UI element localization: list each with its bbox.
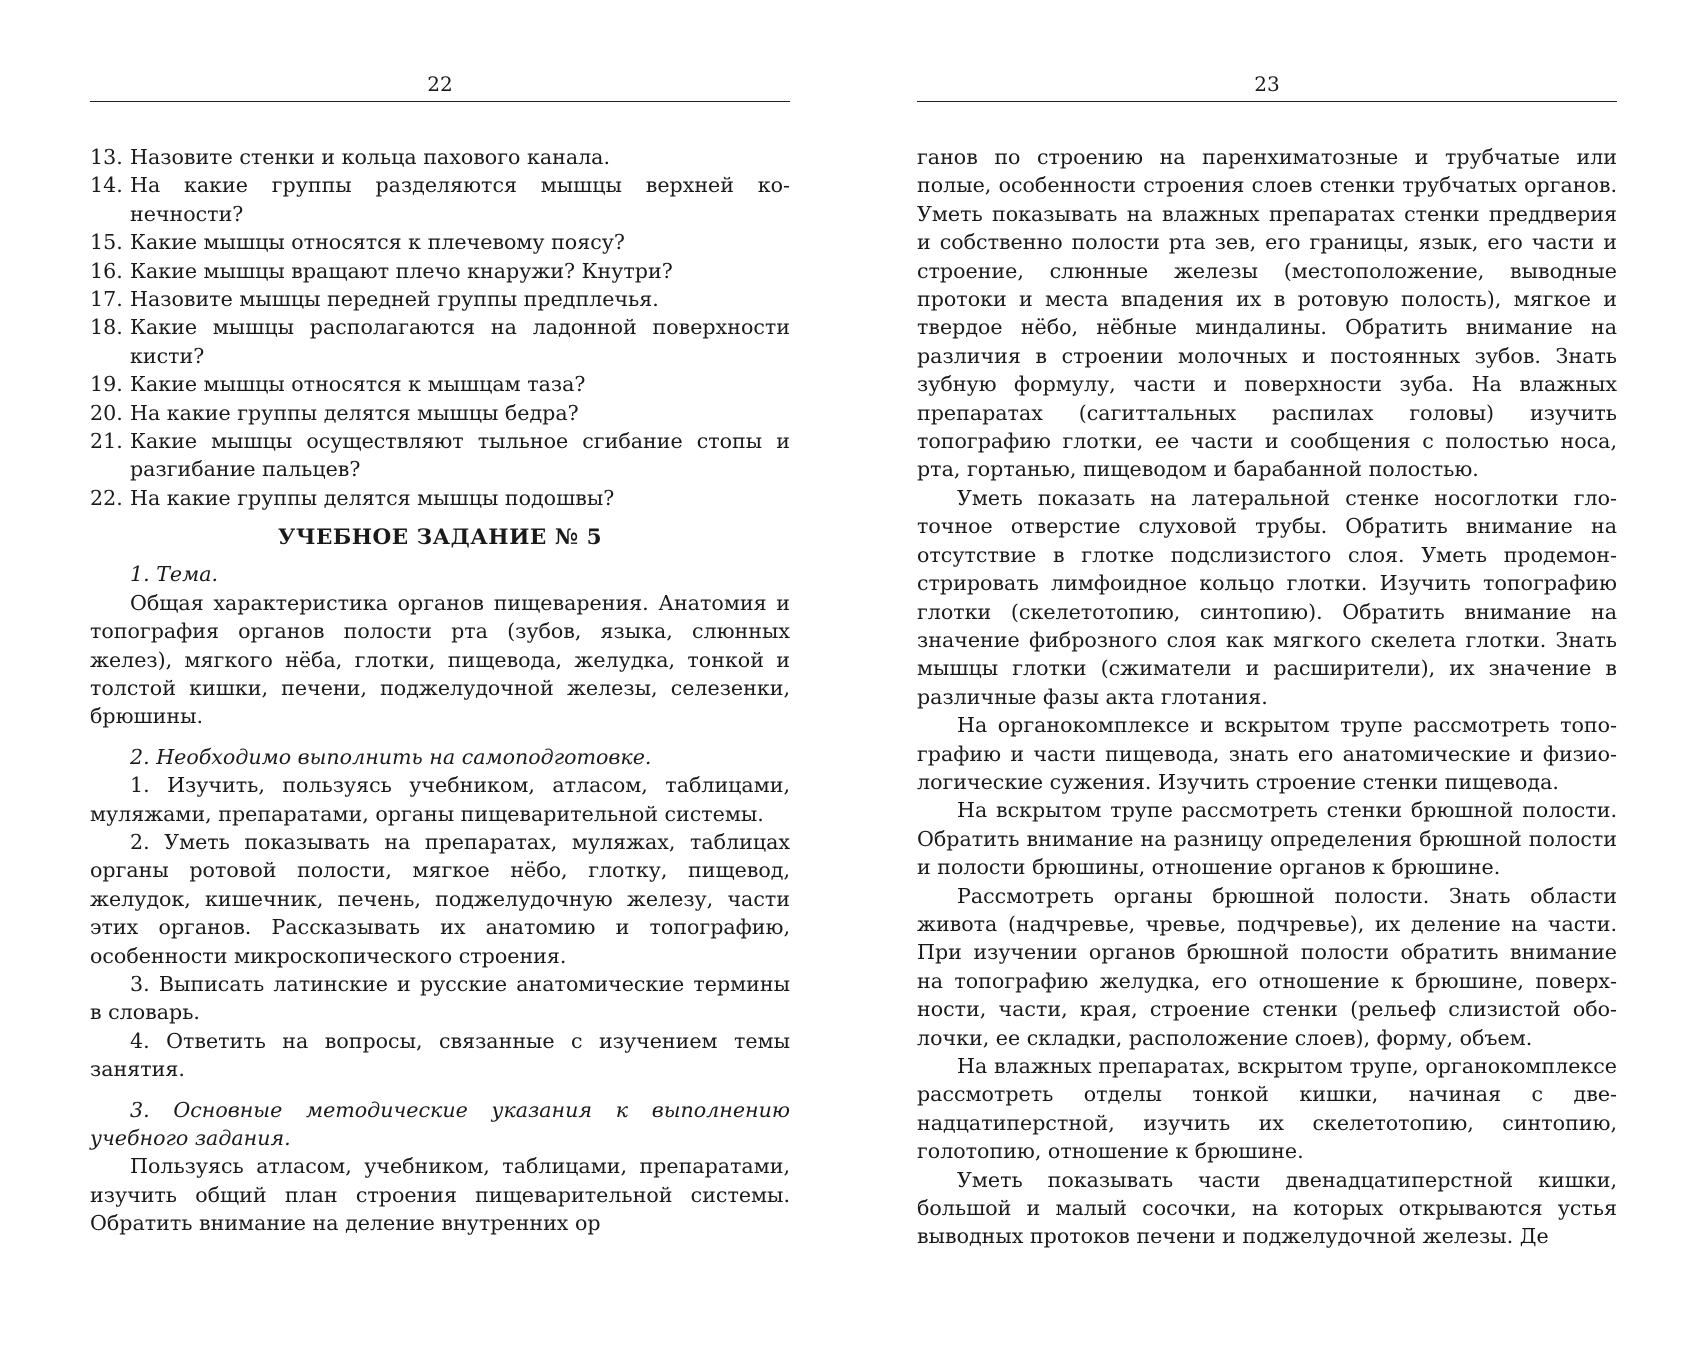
prep-item: 4. Ответить на вопросы, связанные с изучением темы занятия. xyxy=(90,1028,790,1082)
header-rule-right xyxy=(917,101,1617,102)
paragraph: На влажных препаратах, вскрытом трупе, органокомплексе рассмотреть отделы тонкой кишки, начиная с двенадцатиперстной, изучить их скелетотопию, синтопию, голотопию, отношение к брюшине. xyxy=(917,1054,1617,1164)
section-heading: УЧЕБНОЕ ЗАДАНИЕ № 5 xyxy=(277,525,603,551)
paragraph: Рассмотреть органы брюшной полости. Знать области живота (надчревье, чревье, подчревье), их деление на части. При изучении органов брюшной полости обратить внимание на топографию желудка, его отношение к брюшине, поверхности, части, края, строение стенки (рельеф слизистой оболочки, ее складки, расположение слоев), форму, объем. xyxy=(917,883,1617,1050)
header-rule-left xyxy=(90,101,790,102)
paragraph: На органокомплексе и вскрытом трупе рассмотреть топографию и части пищевода, знать его анатомические и физиологические сужения. Изучить строение стенки пищевода. xyxy=(917,713,1617,794)
prep-item: 3. Выписать латинские и русские анатомические термины в словарь. xyxy=(90,971,790,1025)
list-item: 20. На какие группы делятся мышцы бедра? xyxy=(90,400,579,425)
paragraph: Уметь показать на латеральной стенке носоглотки глоточное отверстие слуховой трубы. Обратить внимание на отсутствие в глотке подслизистого слоя. Уметь продемонстрировать лимфоидное кольцо глотки. Изучить топографию глотки (скелетотопию, синтопию). Обратить внимание на значение фиброзного слоя как мягкого скелета глотки. Знать мышцы глотки (сжиматели и расширители), их значение в различные фазы акта глотания. xyxy=(917,485,1617,709)
prep-item: 1. Изучить, пользуясь учебником, атласом, таблицами, муляжами, препаратами, органы пищеварительной системы. xyxy=(90,773,790,826)
right-page xyxy=(917,0,1617,1356)
method-label: 3. Основные методические указания к выполнению учебного задания. xyxy=(90,1097,790,1150)
paragraph: На вскрытом трупе рассмотреть стенки брюшной полости. Обратить внимание на разницу определения брюшной полости и полости брюшины, отношение органов к брюшине. xyxy=(917,798,1617,880)
list-item: 16. Какие мышцы вращают плечо кнаружи? Кнутри? xyxy=(90,258,673,283)
continued-paragraph: ганов по строению на паренхиматозные и трубчатые или полые, особенности строения слоев стенки трубчатых органов. Уметь показывать на влажных препаратах стенки преддверия и собственно полости рта зев, его границы, язык, его части и строение, слюнные железы (местоположение, выводные протоки и места впадения их в ротовую полость), мягкое и твердое нёбо, нёбные миндалины. Обратить внимание на различия в строении молочных и постоянных зубов. Знать зубную формулу, части и поверхности зуба. На влажных препаратах (сагиттальных распилах головы) изучить топографию глотки, ее части и сообщения с полостью носа, рта, гортанью, пищеводом и барабанной полостью. xyxy=(917,145,1617,482)
page-number-left: 22 xyxy=(427,72,453,96)
list-item: 22. На какие группы делятся мышцы подошвы? xyxy=(90,485,615,510)
page-number-right: 23 xyxy=(1254,72,1280,96)
question-list xyxy=(90,143,790,512)
topic-text: Общая характеристика органов пищеварения. Анатомия и топография органов полости рта (зубов, языка, слюнных желез), мягкого нёба, глотки, пищевода, желудка, тонкой и толстой кишки, печени, поджелудочной железы, селезенки, брюшины. xyxy=(90,590,790,729)
list-item: 14. На какие группы разделяются мышцы верхней конечности? xyxy=(90,173,790,226)
list-item: 15. Какие мышцы относятся к плечевому поясу? xyxy=(90,230,625,255)
list-item: 19. Какие мышцы относятся к мышцам таза? xyxy=(90,372,586,397)
list-item: 21. Какие мышцы осуществляют тыльное сгибание стопы и разгибание пальцев? xyxy=(90,429,790,482)
left-page xyxy=(90,0,790,1356)
method-text: Пользуясь атласом, учебником, таблицами, препаратами, изучить общий план строения пищеварительной системы. Обратить внимание на деление внутренних ор xyxy=(90,1154,790,1236)
prep-label: 2. Необходимо выполнить на самоподготовке. xyxy=(130,744,652,769)
topic-label: 1. Тема. xyxy=(130,562,219,587)
paragraph: Уметь показывать части двенадцатиперстной кишки, большой и малый сосочки, на которых открываются устья выводных протоков печени и поджелудочной железы. Де xyxy=(917,1167,1617,1249)
right-page-content xyxy=(917,143,1617,1251)
list-item: 13. Назовите стенки и кольца пахового канала. xyxy=(90,145,611,169)
list-item: 17. Назовите мышцы передней группы предплечья. xyxy=(90,287,659,312)
left-page-content xyxy=(90,143,790,1238)
list-item: 18. Какие мышцы располагаются на ладонной поверхности кисти? xyxy=(90,315,790,368)
prep-item: 2. Уметь показывать на препаратах, муляжах, таблицах органы ротовой полости, мягкое нёбо, глотку, пищевод, желудок, кишечник, печень, поджелудочную железу, части этих органов. Рассказывать их анатомию и топографию, особенности микроскопического строения. xyxy=(90,829,790,968)
